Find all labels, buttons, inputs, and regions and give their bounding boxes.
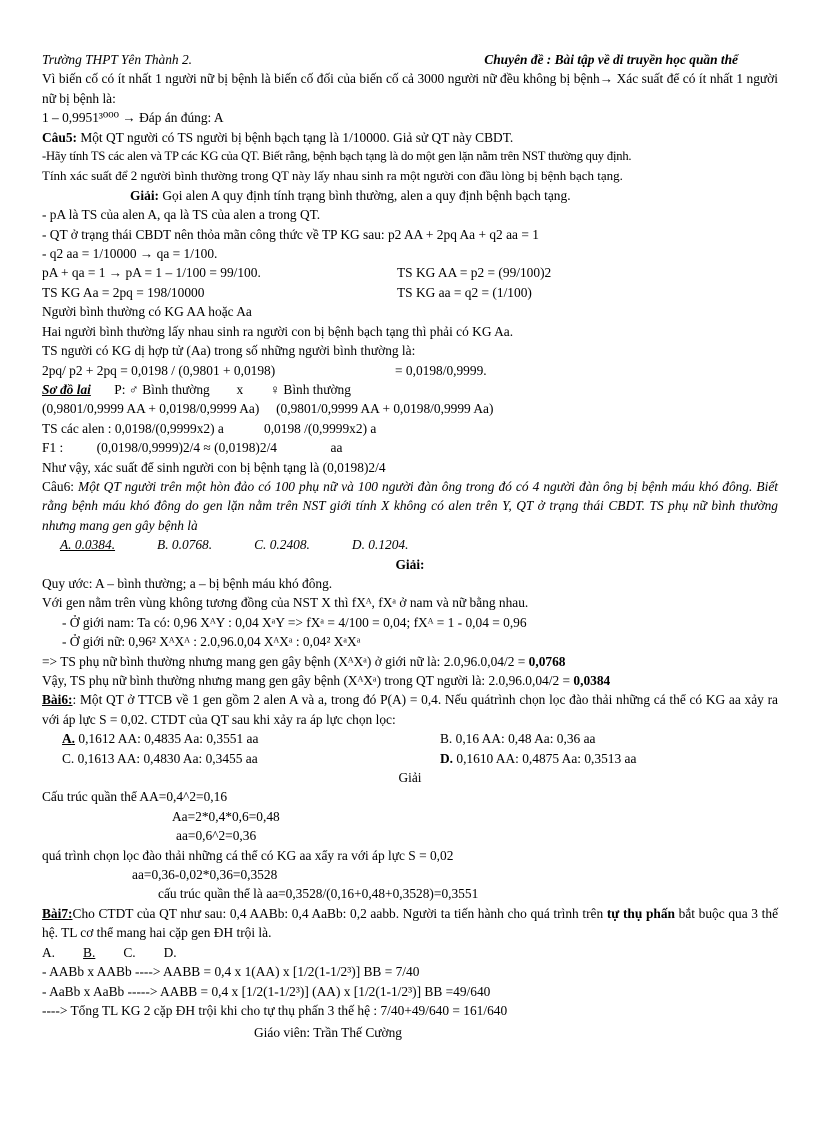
cau6-option-d: D. 0.1204. [351,537,409,553]
cau6-line-1: Quy ước: A – bình thường; a – bị bệnh máu khó đông. [42,575,333,591]
cau6-line-5-text: => TS phụ nữ bình thường nhưng mang gen gây bệnh (XᴬXᵃ) ở giới nữ là: 2.0,96.0,04/2 = [42,653,529,669]
cau6-line-5-result: 0,0768 [528,653,566,669]
cau6-text: Một QT người trên một hòn đảo có 100 phụ nữ và 100 người đàn ông trong đó có 4 người đàn ông bị bệnh máu khó đông. Biết rằng bệnh máu khó đông do gen lặn nằm trên NST giới tính X không có alen trên Y, QT ở trạng thái CBDT. TS phụ nữ bình thường nhưng mang gen gây bệnh là [42,478,778,533]
bai6-option-d [440,749,636,768]
bai6-text: : Một QT ở TTCB về 1 gen gồm 2 alen A và a, trong đó P(A) = 0,4. Nếu quátrình chọn lọc đào thải những cá thể có KG aa xảy ra với áp lực S = 0,02. CTDT của QT sau khi xảy ra áp lực chọn lọc: [42,692,778,727]
cau6-label: Câu6: [42,478,74,494]
cau6-line-3: - Ở giới nam: Ta có: 0,96 XᴬY : 0,04 XᵃY => fXᵃ = 4/100 = 0,04; fXᴬ = 1 - 0,04 = 0,96 [62,614,527,630]
cau5-giai-text: Gọi alen A quy định tính trạng bình thường, alen a quy định bệnh bạch tạng. [159,187,571,203]
bai6-option-a-label: A. [62,731,76,747]
bai7-line-1: - AABb x AABb ----> AABB = 0,4 x 1(AA) x [1/2(1-1/2³)] BB = 7/40 [42,964,420,980]
bai6-option-d-text: 0,1610 AA: 0,4875 Aa: 0,3513 aa [453,750,637,766]
cau5-line-9a: 2pq/ p2 + 2pq = 0,0198 / (0,9801 + 0,0198) [42,362,276,378]
cau6-option-a: A. 0.0384. [60,537,116,553]
page-header [42,50,778,69]
bai7-option-d: D. [163,944,177,960]
cau5-sodo-line-4: F1 : (0,0198/0,9999)2/4 ≈ (0,0198)2/4 aa [42,440,343,456]
cau5-sodo-line-3: TS các alen : 0,0198/(0,9999x2) a 0,0198 /(0,9999x2) a [42,420,377,436]
cau5-line-1: - pA là TS của alen A, qa là TS của alen a trong QT. [42,207,321,223]
bai7-label: Bài7: [42,905,73,921]
cau5-line-4a: pA + qa = 1 → pA = 1 – 1/100 = 99/100. [42,265,261,281]
cau5-line-7: Hai người bình thường lấy nhau sinh ra người con bị bệnh bạch tạng thì phải có KG Aa. [42,323,514,339]
bai6-options-row-1 [42,729,778,748]
header-topic: Chuyên đề : Bài tập về di truyền học quần thể [484,52,738,67]
header-school: Trường THPT Yên Thành 2. [42,52,193,67]
cau6-line-6-text: Vậy, TS phụ nữ bình thường nhưng mang gen gây bệnh (XᴬXᵃ) trong QT người là: 2.0,96.0,04/2 = [42,673,574,688]
cau6-option-c: C. 0.2408. [254,537,310,553]
bai6-option-c: C. 0,1613 AA: 0,4830 Aa: 0,3455 aa [62,750,258,766]
intro-paragraph: Vì biến cố có ít nhất 1 người nữ bị bệnh là biến cố đối của biến cố cả 3000 người nữ đều không bị bệnh→ Xác suất để có ít nhất 1 người nữ bị bệnh là: [42,71,778,106]
cau5-line-3: - q2 aa = 1/10000 → qa = 1/100. [42,246,218,262]
bai7-option-b: B. [83,944,96,960]
cau6-line-4: - Ở giới nữ: 0,96² XᴬXᴬ : 2.0,96.0,04 XᴬXᵃ : 0,04² XᵃXᵃ [62,634,361,650]
bai7-line-3: ----> Tổng TL KG 2 cặp ĐH trội khi cho tự thụ phấn 3 thế hệ : 7/40+49/640 = 161/640 [42,1002,508,1018]
bai7-option-a: A. [42,944,56,960]
cau5-line-4 [42,263,778,282]
cau5-text: Một QT người có TS người bị bệnh bạch tạng là 1/10000. Giả sử QT này CBDT. [76,129,514,145]
cau5-solution-intro [42,186,778,205]
bai6-option-a-text: 0,1612 AA: 0,4835 Aa: 0,3551 aa [75,731,259,747]
bai6-line-6: cấu trúc quần thể là aa=0,3528/(0,16+0,48+0,3528)=0,3551 [158,886,479,902]
bai7-options [42,943,778,962]
bai7-option-c: C. [123,944,136,960]
bai6-option-a [62,729,440,748]
cau6-question [42,477,778,535]
bai6-option-b: B. 0,16 AA: 0,48 Aa: 0,36 aa [440,731,596,747]
cau5-q3: Tính xác suất để 2 người bình thường trong QT này lấy nhau sinh ra một người con đầu lòng bị bệnh bạch tạng. [42,168,623,184]
cau6-options [42,535,778,554]
cau6-line-2: Với gen nằm trên vùng không tương đồng của NST X thì fXᴬ, fXᵃ ở nam và nữ bằng nhau. [42,595,529,611]
cau6-giai-label: Giải: [395,556,425,572]
bai7-text-2: bắt buộc qua 3 thế hệ. TL cơ thể mang hai cặp gen ĐH trội là. [42,905,779,941]
cau5-line-9 [42,361,778,380]
bai6-line-1: Cấu trúc quần thể AA=0,4^2=0,16 [42,789,228,805]
cau5-line-9b: = 0,0198/0,9999. [395,362,487,378]
cau5-line-6: Người bình thường có KG AA hoặc Aa [42,304,252,320]
cau6-line-6-result: 0,0384 [573,673,611,688]
cau5-q2: -Hãy tính TS các alen và TP các KG của QT. Biết rằng, bệnh bạch tạng là do một gen lặn nằm trên NST thường quy định. [42,149,632,164]
bai6-line-3: aa=0,6^2=0,36 [176,828,257,844]
cau5-cross-diagram [42,380,778,399]
bai6-line-4: quá trình chọn lọc đào thải những cá thể có KG aa xẩy ra với áp lực S = 0,02 [42,847,454,863]
cau5-question [42,128,778,147]
cau5-line-4b: TS KG AA = p2 = (99/100)2 [397,265,552,281]
cau5-line-5 [42,283,778,302]
cau5-giai-label: Giải: [130,187,160,203]
teacher-signature: Giáo viên: Trần Thế Cường [254,1025,402,1041]
cau6-option-b: B. 0.0768. [157,537,213,553]
intro-answer: 1 – 0,9951³⁰⁰⁰ → Đáp án đúng: A [42,110,224,126]
bai7-line-2: - AaBb x AaBb -----> AABB = 0,4 x [1/2(1-1/2³)] (AA) x [1/2(1-1/2³)] BB =49/640 [42,983,491,999]
bai7-question [42,904,778,943]
bai7-text-1: Cho CTDT của QT như sau: 0,4 AABb: 0,4 AaBb: 0,2 aabb. Người ta tiến hành cho quá trình trên [72,905,607,921]
bai6-options-row-2 [42,749,778,768]
cau5-label: Câu5: [42,129,77,145]
bai6-question [42,690,778,729]
cau5-sodo-line-2: (0,9801/0,9999 AA + 0,0198/0,9999 Aa) (0,9801/0,9999 AA + 0,0198/0,9999 Aa) [42,401,494,417]
bai6-line-2: Aa=2*0,4*0,6=0,48 [172,808,280,824]
bai6-giai-label: Giải [398,770,422,786]
cau5-sodo-p: P: ♂ Bình thường x ♀ Bình thường [114,381,351,397]
bai6-line-5: aa=0,36-0,02*0,36=0,3528 [132,867,278,883]
cau5-sodo-label: Sơ đồ lai [42,381,91,397]
cau5-line-5a: TS KG Aa = 2pq = 198/10000 [42,284,205,300]
cau5-line-2: - QT ở trạng thái CBDT nên thỏa mãn công thức về TP KG sau: p2 AA + 2pq Aa + q2 aa = 1 [42,226,539,242]
cau6-line-6 [42,671,778,690]
cau6-line-5 [42,652,778,671]
cau5-sodo-line-5: Như vậy, xác suất để sinh người con bị bệnh tạng là (0,0198)2/4 [42,459,386,475]
cau5-line-5b: TS KG aa = q2 = (1/100) [397,284,532,300]
cau5-line-8: TS người có KG dị hợp tử (Aa) trong số những người bình thường là: [42,343,416,359]
bai6-label: Bài6: [42,692,73,708]
bai7-text-bold: tự thụ phấn [606,905,676,921]
bai6-option-d-label: D. [440,750,454,766]
